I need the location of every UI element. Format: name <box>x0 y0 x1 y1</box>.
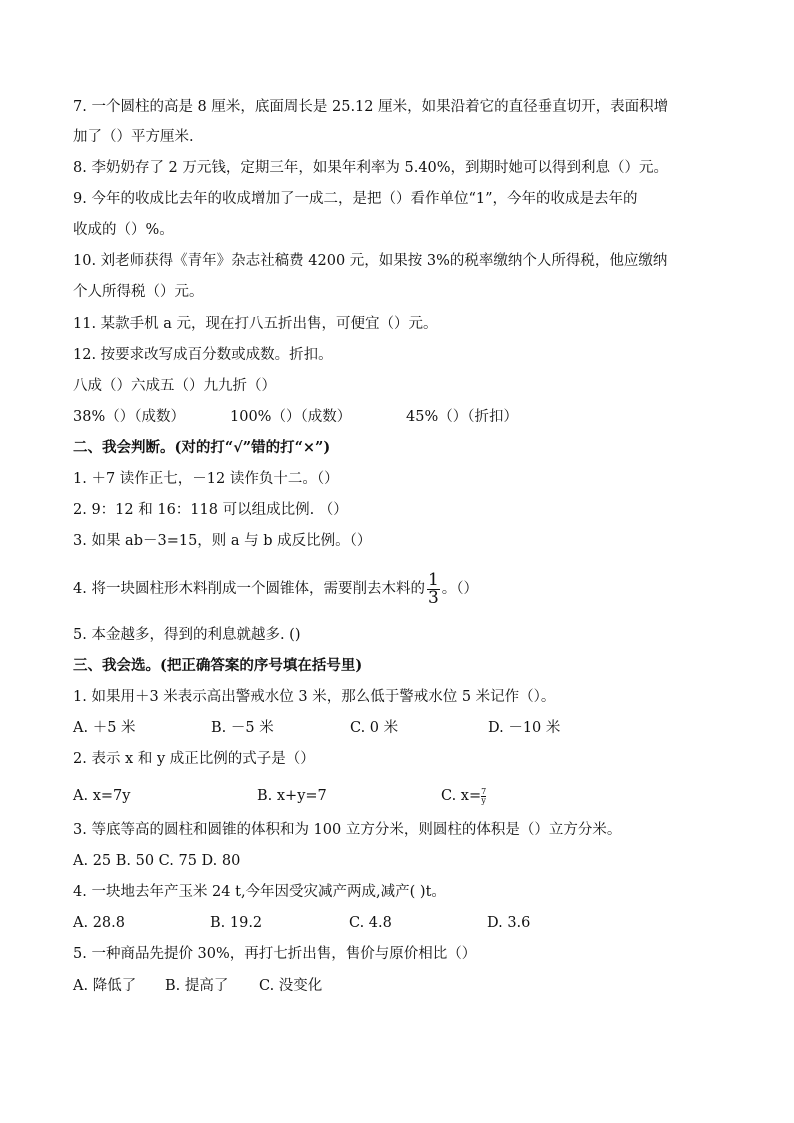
question-choose-3-options: A. 25 B. 50 C. 75 D. 80 <box>73 853 241 869</box>
option-a: A. 28.8 <box>73 915 125 931</box>
question-fill-7-line-2: 加了（）平方厘米. <box>73 129 194 145</box>
question-choose-5-options <box>73 976 734 996</box>
question-judge-5: 5. 本金越多，得到的利息就越多. () <box>73 627 301 643</box>
q12-item-2: 100%（）（成数） <box>230 409 352 425</box>
question-fill-12: 12. 按要求改写成百分数或成数。折扣。 <box>73 347 333 363</box>
question-fill-12-row-1: 八成（）六成五（）九九折（） <box>73 378 276 394</box>
option-d: D. －10 米 <box>488 720 561 736</box>
question-fill-10-line-1: 10. 刘老师获得《青年》杂志社稿费 4200 元，如果按 3%的税率缴纳个人所得税，他应缴纳 <box>73 253 668 269</box>
fraction-denominator: 3 <box>427 587 439 608</box>
option-b: B. －5 米 <box>211 720 274 736</box>
option-b: B. 提高了 <box>165 978 229 994</box>
fraction-numerator: 7 <box>481 786 487 796</box>
fraction-denominator: y <box>481 795 486 805</box>
option-d: D. 3.6 <box>487 915 531 931</box>
option-c: C. 4.8 <box>349 915 392 931</box>
question-judge-1: 1. ＋7 读作正七，－12 读作负十二。（） <box>73 471 339 487</box>
question-choose-2: 2. 表示 x 和 y 成正比例的式子是（） <box>73 751 315 767</box>
option-b: B. x+y=7 <box>257 788 327 804</box>
question-choose-4: 4. 一块地去年产玉米 24 t,今年因受灾减产两成,减产( )t。 <box>73 884 446 900</box>
q12-item-3: 45%（）（折扣） <box>406 409 518 425</box>
question-fill-7-line-1: 7. 一个圆柱的高是 8 厘米，底面周长是 25.12 厘米，如果沿着它的直径垂直切开，表面积增 <box>73 99 669 115</box>
question-choose-3: 3. 等底等高的圆柱和圆锥的体积和为 100 立方分米，则圆柱的体积是（）立方分米。 <box>73 822 622 838</box>
q4-tail: 。（） <box>441 581 479 597</box>
option-c: C. 没变化 <box>259 978 323 994</box>
question-fill-9-line-2: 收成的（）%。 <box>73 222 174 238</box>
q4-text: 4. 将一块圆柱形木料削成一个圆锥体，需要削去木料的 <box>73 581 425 597</box>
section-choose-heading: 三、我会选。(把正确答案的序号填在括号里) <box>73 657 363 674</box>
option-c-prefix: C. x= <box>441 788 482 804</box>
option-a: A. x=7y <box>73 788 131 804</box>
fraction-seven-over-y <box>481 788 486 805</box>
question-fill-8: 8. 李奶奶存了 2 万元钱，定期三年，如果年利率为 5.40%，到期时她可以得到利息（）元。 <box>73 160 669 176</box>
question-choose-4-options <box>73 913 734 933</box>
question-fill-11: 11. 某款手机 a 元，现在打八五折出售，可便宜（）元。 <box>73 316 438 332</box>
option-c: C. 0 米 <box>350 720 399 736</box>
question-choose-1-options <box>73 718 734 738</box>
q12-item-1: 38%（）（成数） <box>73 409 185 425</box>
option-a: A. ＋5 米 <box>73 720 136 736</box>
fraction-numerator: 1 <box>427 569 439 590</box>
question-fill-9-line-1: 9. 今年的收成比去年的收成增加了一成二，是把（）看作单位“1”，今年的收成是去年的 <box>73 191 638 207</box>
option-c <box>441 786 486 806</box>
question-judge-3: 3. 如果 ab－3=15，则 a 与 b 成反比例。（） <box>73 533 372 549</box>
question-judge-4 <box>73 566 734 612</box>
section-judge-heading: 二、我会判断。(对的打“√”错的打“×”) <box>73 439 331 456</box>
question-choose-1: 1. 如果用＋3 米表示高出警戒水位 3 米，那么低于警戒水位 5 米记作（）。 <box>73 689 556 705</box>
question-fill-12-row-2 <box>73 407 734 427</box>
option-b: B. 19.2 <box>210 915 263 931</box>
option-a: A. 降低了 <box>73 978 137 994</box>
question-judge-2: 2. 9：12 和 16：118 可以组成比例. （） <box>73 502 348 518</box>
question-choose-5: 5. 一种商品先提价 30%，再打七折出售，售价与原价相比（） <box>73 946 477 962</box>
fraction-one-third <box>427 569 440 608</box>
question-choose-2-options <box>73 786 734 806</box>
question-fill-10-line-2: 个人所得税（）元。 <box>73 284 204 300</box>
